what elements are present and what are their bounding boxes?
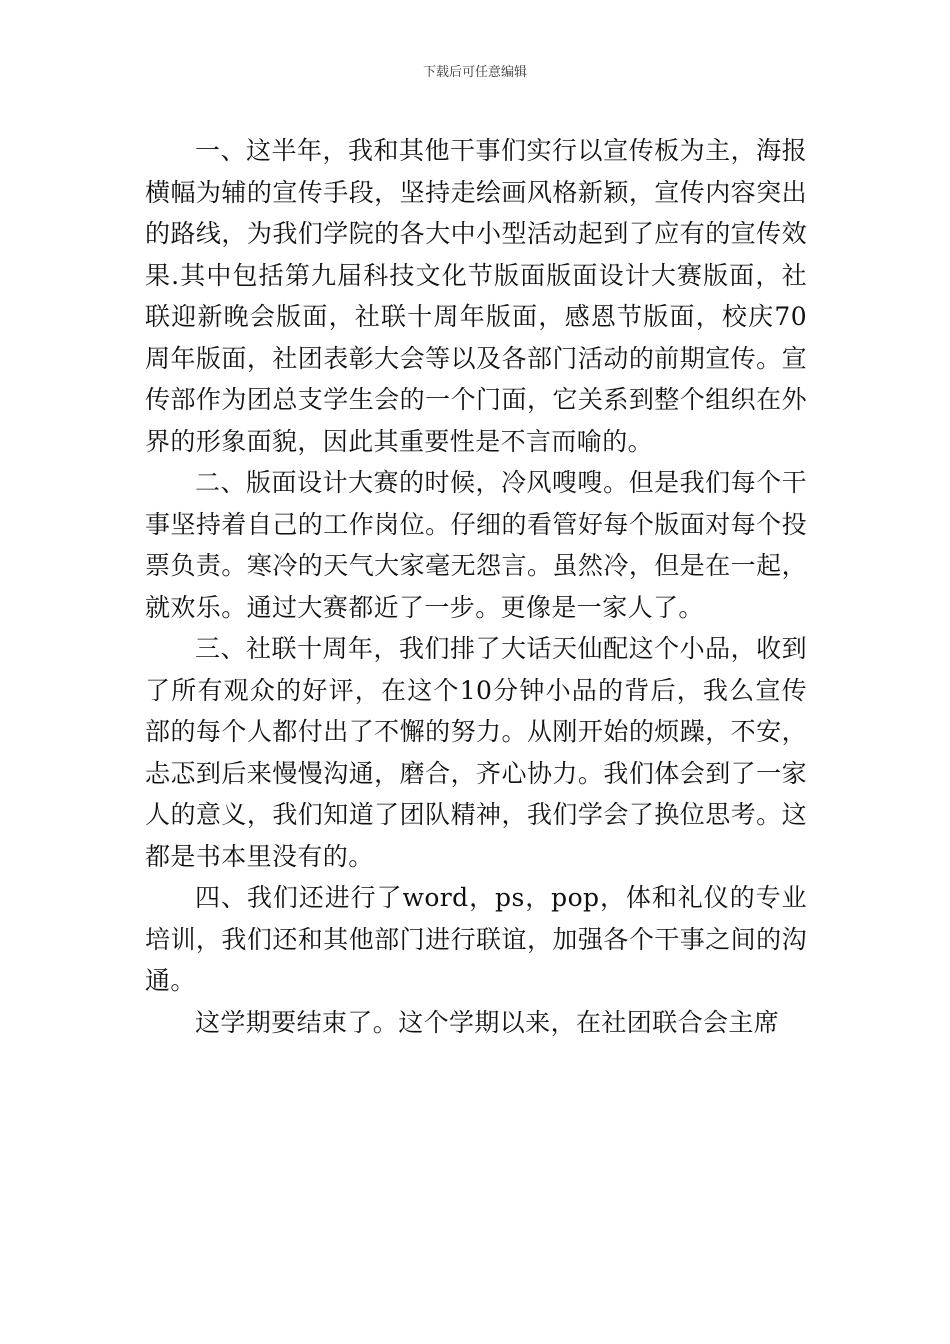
document-body	[145, 130, 807, 1043]
paragraph-3: 三、社联十周年，我们排了大话天仙配这个小品，收到了所有观众的好评，在这个10分钟小品的背后，我么宣传部的每个人都付出了不懈的努力。从刚开始的烦躁，不安，忐忑到后来慢慢沟通，磨合，齐心协力。我们体会到了一家人的意义，我们知道了团队精神，我们学会了换位思考。这都是书本里没有的。	[145, 634, 807, 871]
paragraph-1: 一、这半年，我和其他干事们实行以宣传板为主，海报横幅为辅的宣传手段，坚持走绘画风格新颖，宣传内容突出的路线，为我们学院的各大中小型活动起到了应有的宣传效果.其中包括第九届科技文化节版面版面设计大赛版面，社联迎新晚会版面，社联十周年版面，感恩节版面，校庆70周年版面，社团表彰大会等以及各部门活动的前期宣传。宣传部作为团总支学生会的一个门面，它关系到整个组织在外界的形象面貌，因此其重要性是不言而喻的。	[145, 136, 807, 456]
page-header: 下载后可任意编辑	[422, 65, 527, 80]
paragraph-4: 四、我们还进行了word，ps，pop，体和礼仪的专业培训，我们还和其他部门进行联谊，加强各个干事之间的沟通。	[145, 883, 807, 995]
paragraph-2: 二、版面设计大赛的时候，冷风嗖嗖。但是我们每个干事坚持着自己的工作岗位。仔细的看管好每个版面对每个投票负责。寒冷的天气大家毫无怨言。虽然冷，但是在一起，就欢乐。通过大赛都近了一步。更像是一家人了。	[145, 468, 807, 622]
paragraph-5: 这学期要结束了。这个学期以来，在社团联合会主席	[195, 1007, 780, 1037]
